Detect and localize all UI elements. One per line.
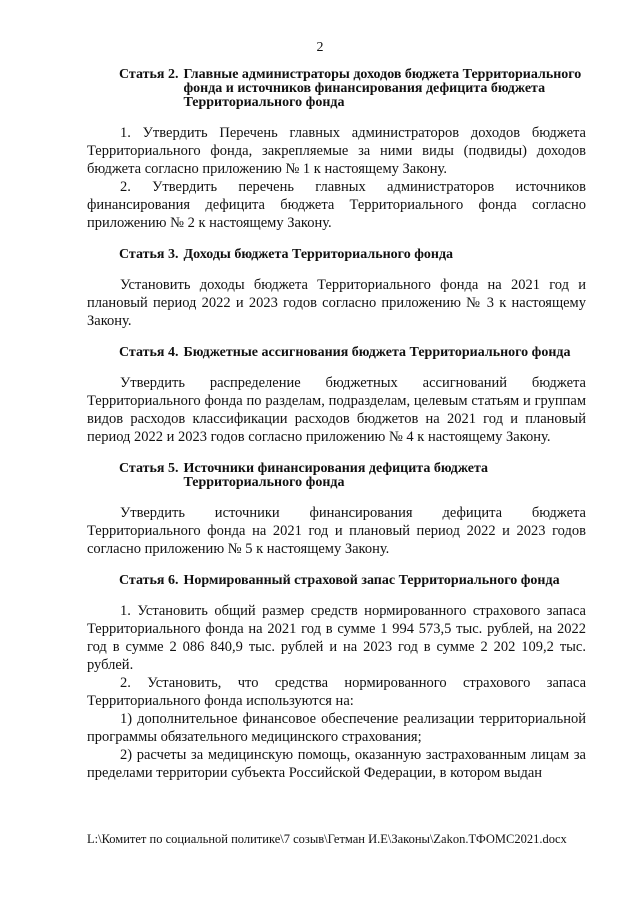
article-title: Нормированный страховой запас Территориального фонда <box>183 573 560 588</box>
paragraph: 2) расчеты за медицинскую помощь, оказанную застрахованным лицам за пределами территории субъекта Российской Федерации, в котором выдан <box>87 747 586 781</box>
article-title: Главные администраторы доходов бюджета Территориального фонда и источников финансирования дефицита бюджета Территориального фонда <box>183 67 582 110</box>
article-number: Статья 2. <box>119 67 179 82</box>
article-title: Бюджетные ассигнования бюджета Территориального фонда <box>183 345 571 360</box>
paragraph: 2. Утвердить перечень главных администраторов источников финансирования дефицита бюджета Территориального фонда согласно приложению № 2 к настоящему Закону. <box>87 179 586 231</box>
paragraph: Установить доходы бюджета Территориального фонда на 2021 год и плановый период 2022 и 2023 годов согласно приложению № 3 к настоящему Закону. <box>87 277 586 329</box>
paragraph: Утвердить распределение бюджетных ассигнований бюджета Территориального фонда по разделам, подразделам, целевым статьям и группам видов расходов классификации расходов бюджетов на 2021 год и плановый период 2022 и 2023 годов согласно приложению № 4 к настоящему Закону. <box>87 375 586 445</box>
document-body <box>87 68 586 798</box>
article-heading <box>87 346 586 360</box>
article-heading <box>87 248 586 262</box>
article-number: Статья 3. <box>119 247 179 262</box>
paragraph: 1. Утвердить Перечень главных администраторов доходов бюджета Территориального фонда, закрепляемые за ними виды (подвиды) доходов бюджета согласно приложению № 1 к настоящему Закону. <box>87 125 586 177</box>
article-number: Статья 5. <box>119 461 179 476</box>
article-5 <box>87 462 586 558</box>
article-3 <box>87 248 586 330</box>
article-number: Статья 4. <box>119 345 179 360</box>
article-4 <box>87 346 586 446</box>
article-heading <box>87 68 586 110</box>
article-title: Источники финансирования дефицита бюджета Территориального фонда <box>183 461 489 490</box>
paragraph: 1. Установить общий размер средств нормированного страхового запаса Территориального фонда на 2021 год в сумме 1 994 573,5 тыс. рублей, на 2022 год в сумме 2 086 840,9 тыс. рублей и на 2023 год в сумме 2 202 109,2 тыс. рублей. <box>87 603 586 673</box>
article-number: Статья 6. <box>119 573 179 588</box>
paragraph: Утвердить источники финансирования дефицита бюджета Территориального фонда на 2021 год и плановый период 2022 и 2023 годов согласно приложению № 5 к настоящему Закону. <box>87 505 586 557</box>
article-heading <box>87 574 586 588</box>
footer-file-path: L:\Комитет по социальной политике\7 созыв\Гетман И.Е\Законы\Zakon.ТФОМС2021.docx <box>87 832 567 846</box>
article-title: Доходы бюджета Территориального фонда <box>183 247 454 262</box>
article-2 <box>87 68 586 232</box>
article-heading <box>87 462 586 490</box>
article-6 <box>87 574 586 782</box>
paragraph: 2. Установить, что средства нормированного страхового запаса Территориального фонда используются на: <box>87 675 586 709</box>
page-number: 2 <box>316 40 324 55</box>
paragraph: 1) дополнительное финансовое обеспечение реализации территориальной программы обязательного медицинского страхования; <box>87 711 586 745</box>
